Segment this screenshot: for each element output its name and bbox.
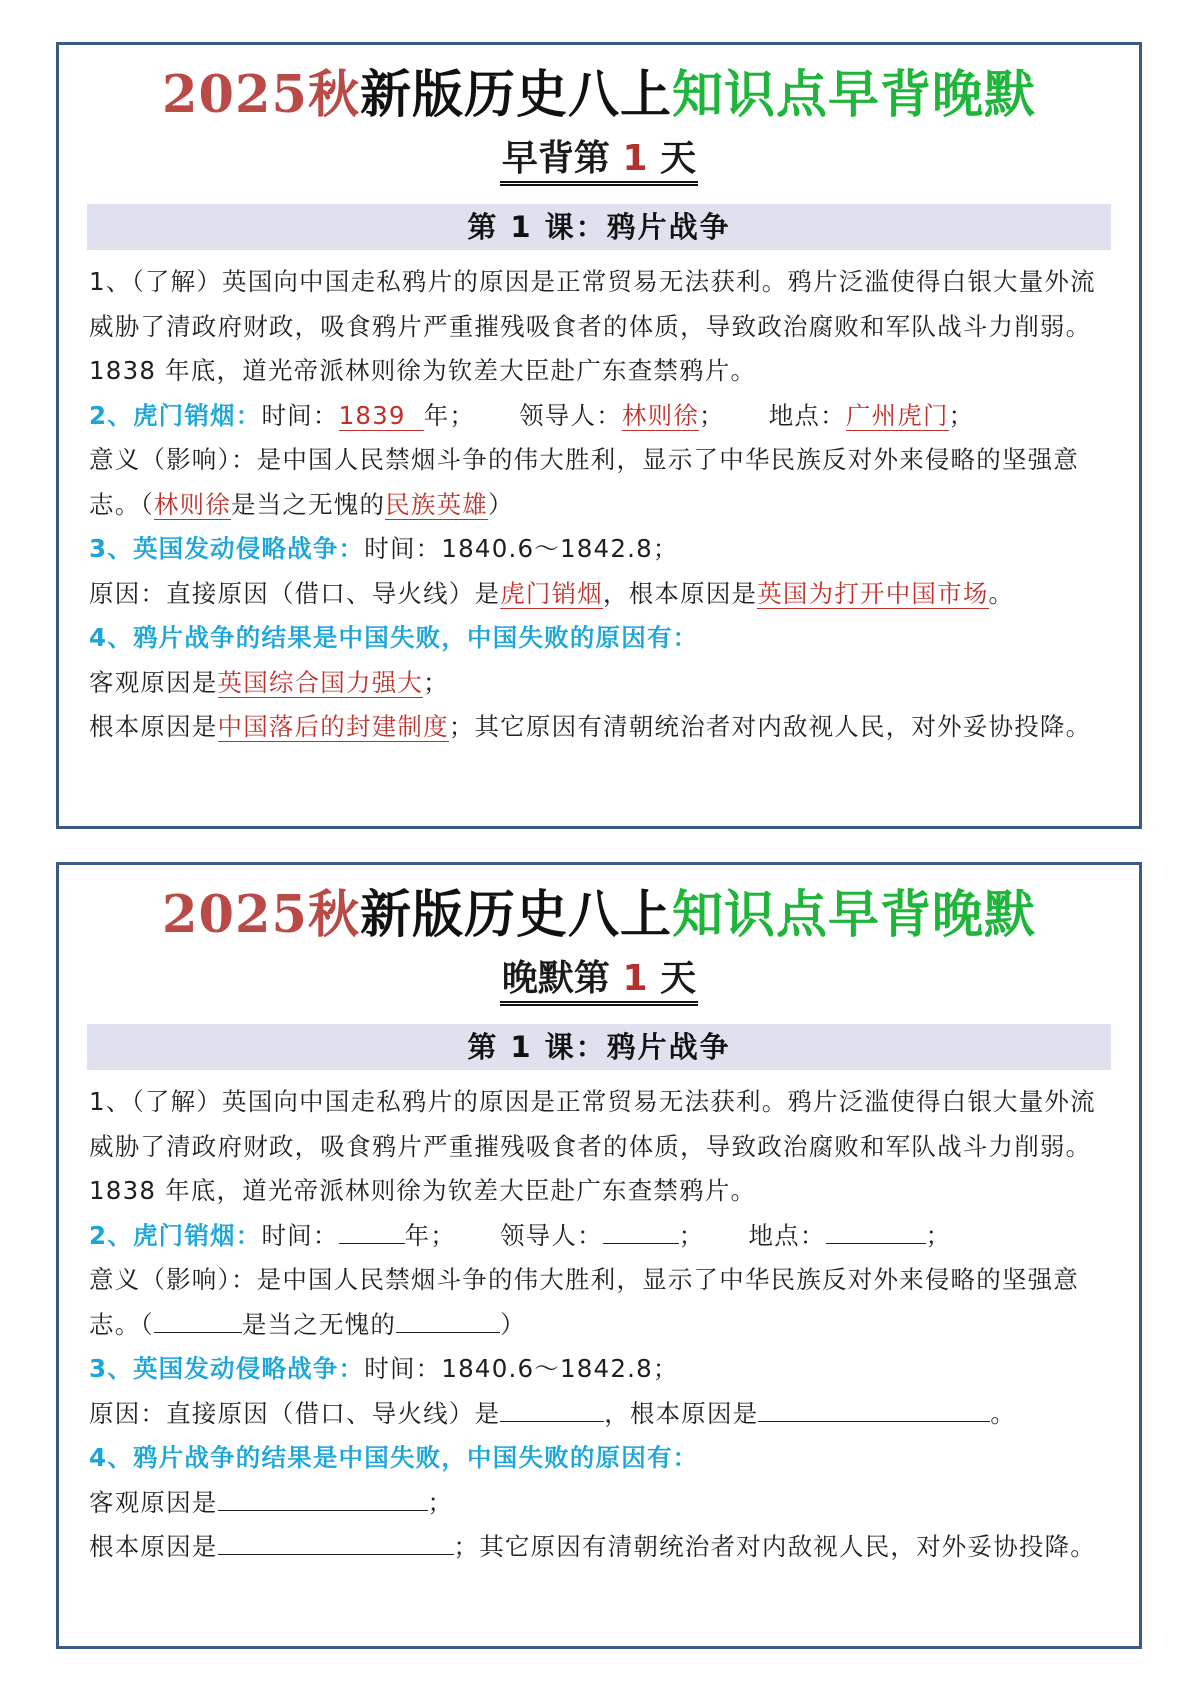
blank-objective[interactable] <box>218 1483 428 1511</box>
morning-card <box>56 42 1142 829</box>
leader-suffix: ； <box>678 1220 705 1250</box>
point-1: 1、（了解）英国向中国走私鸦片的原因是正常贸易无法获利。鸦片泛滥使得白银大量外流威胁了清政府财政，吸食鸦片严重摧残吸食者的体质，导致政治腐败和军队战斗力削弱。1838 年底，道光帝派林则徐为钦差大臣赴广东查禁鸦片。 <box>89 1087 1096 1205</box>
hero-mid-text: 是当之无愧的 <box>230 489 386 519</box>
hero-mid-text: 是当之无愧的 <box>241 1309 397 1339</box>
fundamental-rest: ；其它原因有清朝统治者对内敌视人民，对外妥协投降。 <box>448 712 1092 741</box>
blank-place[interactable] <box>826 1216 926 1244</box>
objective-end: ； <box>427 1487 454 1517</box>
subtitle-suffix: 天 <box>660 958 697 999</box>
lesson-heading: 第 1 课：鸦片战争 <box>87 204 1111 250</box>
cause-end: 。 <box>988 578 1015 608</box>
answer-leader: 林则徐 <box>621 400 700 430</box>
war-time: 时间：1840.6～1842.8； <box>364 534 679 563</box>
point-2 <box>89 394 1111 439</box>
main-title <box>59 879 1139 951</box>
lesson-heading: 第 1 课：鸦片战争 <box>87 1024 1111 1070</box>
answer-fundamental: 中国落后的封建制度 <box>217 712 449 741</box>
point-1: 1、（了解）英国向中国走私鸦片的原因是正常贸易无法获利。鸦片泛滥使得白银大量外流威胁了清政府财政，吸食鸦片严重摧残吸食者的体质，导致政治腐败和军队战斗力削弱。1838 年底，道光帝派林则徐为钦差大臣赴广东查禁鸦片。 <box>89 267 1096 385</box>
answer-place: 广州虎门 <box>845 400 949 430</box>
lesson-content <box>89 260 1111 750</box>
point-3-heading: 3、英国发动侵略战争： <box>89 1354 365 1383</box>
answer-hero-title: 民族英雄 <box>385 489 488 519</box>
answer-objective: 英国综合国力强大 <box>217 667 424 697</box>
lesson-content <box>89 1080 1111 1570</box>
place-label: 地点： <box>748 1220 826 1250</box>
leader-label: 领导人： <box>519 400 622 430</box>
war-time: 时间：1840.6～1842.8； <box>364 1354 679 1383</box>
point-3-cause <box>89 572 1111 617</box>
point-4-fundamental <box>89 1525 1111 1570</box>
cause-end: 。 <box>990 1398 1017 1428</box>
objective-end: ； <box>423 667 449 697</box>
title-autumn: 秋 <box>307 885 360 945</box>
blank-root-cause[interactable] <box>758 1394 990 1422</box>
title-highlight: 知识点早背晚默 <box>671 885 1036 945</box>
point-2 <box>89 1214 1111 1259</box>
day-subtitle <box>59 955 1139 1006</box>
fundamental-rest: ；其它原因有清朝统治者对内敌视人民，对外妥协投降。 <box>453 1532 1096 1561</box>
cause-text-b: ，根本原因是 <box>603 578 758 608</box>
title-subject: 新版历史八上 <box>359 65 672 125</box>
cause-text-b: ，根本原因是 <box>604 1398 759 1428</box>
point-4-objective <box>89 1481 1111 1526</box>
time-label: 时间： <box>261 400 339 430</box>
subtitle-prefix: 早背第 <box>501 138 610 179</box>
significance-text: 意义（影响）：是中国人民禁烟斗争的伟大胜利，显示了中华民族反对外来侵略的坚强意志。（ <box>89 1265 1080 1339</box>
day-subtitle <box>59 135 1139 186</box>
significance-text: 意义（影响）：是中国人民禁烟斗争的伟大胜利，显示了中华民族反对外来侵略的坚强意志。（ <box>89 445 1080 519</box>
point-4-heading: 4、鸦片战争的结果是中国失败，中国失败的原因有： <box>89 623 699 652</box>
title-highlight: 知识点早背晚默 <box>671 65 1036 125</box>
title-year: 2025 <box>162 65 308 125</box>
blank-direct-cause[interactable] <box>500 1394 604 1422</box>
objective-label: 客观原因是 <box>89 667 218 697</box>
leader-label: 领导人： <box>499 1220 603 1250</box>
place-suffix: ； <box>948 400 975 430</box>
place-label: 地点： <box>768 400 846 430</box>
point-4-heading: 4、鸦片战争的结果是中国失败，中国失败的原因有： <box>89 1443 699 1472</box>
title-year: 2025 <box>162 885 308 945</box>
fundamental-label: 根本原因是 <box>89 1532 218 1561</box>
point-2-heading: 2、虎门销烟： <box>89 1220 262 1250</box>
subtitle-suffix: 天 <box>660 138 697 179</box>
main-title <box>59 59 1139 131</box>
answer-hero-name: 林则徐 <box>153 489 231 519</box>
subtitle-day-number: 1 <box>622 958 648 999</box>
point-4-fundamental <box>89 705 1111 750</box>
title-autumn: 秋 <box>307 65 360 125</box>
time-label: 时间： <box>261 1220 339 1250</box>
answer-direct-cause: 虎门销烟 <box>500 578 604 608</box>
subtitle-prefix: 晚默第 <box>501 958 610 999</box>
objective-label: 客观原因是 <box>89 1487 218 1517</box>
blank-hero-title[interactable] <box>396 1305 500 1333</box>
leader-suffix: ； <box>699 400 725 430</box>
place-suffix: ； <box>925 1220 952 1250</box>
close-paren: ） <box>487 489 514 519</box>
evening-card <box>56 862 1142 1649</box>
subtitle-day-number: 1 <box>622 138 648 179</box>
point-3 <box>89 1347 1111 1392</box>
point-3-heading: 3、英国发动侵略战争： <box>89 534 365 563</box>
point-2-significance <box>89 438 1111 527</box>
blank-fundamental[interactable] <box>218 1527 454 1555</box>
answer-root-cause: 英国为打开中国市场 <box>757 578 989 608</box>
cause-text-a: 原因：直接原因（借口、导火线）是 <box>89 1398 501 1428</box>
point-3-cause <box>89 1392 1111 1437</box>
year-suffix: 年； <box>423 400 476 430</box>
close-paren: ） <box>500 1309 526 1339</box>
answer-time: 1839 <box>338 400 406 430</box>
title-subject: 新版历史八上 <box>359 885 672 945</box>
blank-leader[interactable] <box>603 1216 679 1244</box>
point-4-objective <box>89 661 1111 706</box>
point-2-heading: 2、虎门销烟： <box>89 400 262 430</box>
fundamental-label: 根本原因是 <box>89 712 218 741</box>
blank-time[interactable] <box>339 1216 405 1244</box>
point-2-significance <box>89 1258 1111 1347</box>
cause-text-a: 原因：直接原因（借口、导火线）是 <box>89 578 501 608</box>
year-suffix: 年； <box>404 1220 456 1250</box>
blank-hero-name[interactable] <box>154 1305 242 1333</box>
point-3 <box>89 527 1111 572</box>
